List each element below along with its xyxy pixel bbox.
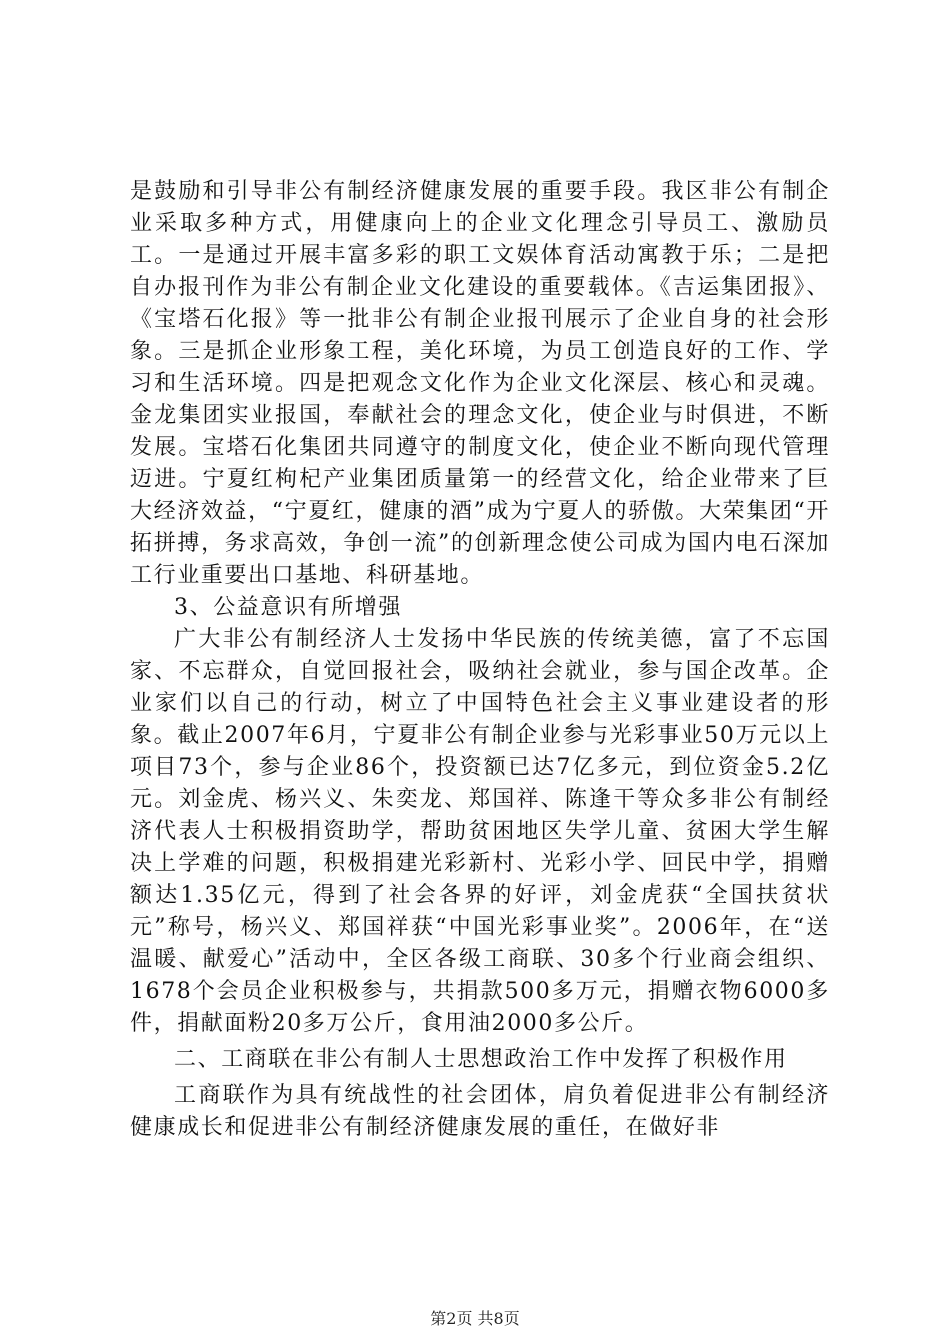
paragraph-public-welfare: 广大非公有制经济人士发扬中华民族的传统美德，富了不忘国家、不忘群众，自觉回报社会，吸纳社会就业，参与国企改革。企业家们以自己的行动，树立了中国特色社会主义事业建设者的形象。截止2007年6月，宁夏非公有制企业参与光彩事业50万元以上项目73个，参与企业86个，投资额已达7亿多元，到位资金5.2亿元。刘金虎、杨兴义、朱奕龙、郑国祥、陈逢干等众多非公有制经济代表人士积极捐资助学，帮助贫困地区失学儿童、贫困大学生解决上学难的问题，积极捐建光彩新村、光彩小学、回民中学，捐赠额达1.35亿元，得到了社会各界的好评，刘金虎获“全国扶贫状元”称号，杨兴义、郑国祥获“中国光彩事业奖”。2006年，在“送温暖、献爱心”活动中，全区各级工商联、30多个行业商会组织、1678个会员企业积极参与，共捐款500多万元，捐赠衣物6000多件，捐献面粉20多万公斤，食用油2000多公斤。 — [130, 627, 830, 1036]
section-heading-federation-role: 二、工商联在非公有制人士思想政治工作中发挥了积极作用 — [174, 1047, 788, 1072]
page-number-footer: 第2页 共8页 — [430, 1309, 520, 1328]
section-heading-public-welfare: 3、公益意识有所增强 — [174, 595, 402, 620]
paragraph-federation-role: 工商联作为具有统战性的社会团体，肩负着促进非公有制经济健康成长和促进非公有制经济健康发展的重任，在做好非 — [130, 1083, 830, 1140]
document-body — [130, 176, 830, 1144]
paragraph-corporate-culture: 是鼓励和引导非公有制经济健康发展的重要手段。我区非公有制企业采取多种方式，用健康向上的企业文化理念引导员工、激励员工。一是通过开展丰富多彩的职工文娱体育活动寓教于乐；二是把自办报刊作为非公有制企业文化建设的重要载体。《吉运集团报》、《宝塔石化报》等一批非公有制企业报刊展示了企业自身的社会形象。三是抓企业形象工程，美化环境，为员工创造良好的工作、学习和生活环境。四是把观念文化作为企业文化深层、核心和灵魂。金龙集团实业报国，奉献社会的理念文化，使企业与时俱进，不断发展。宝塔石化集团共同遵守的制度文化，使企业不断向现代管理迈进。宁夏红枸杞产业集团质量第一的经营文化，给企业带来了巨大经济效益，“宁夏红，健康的酒”成为宁夏人的骄傲。大荣集团“开拓拼搏，务求高效，争创一流”的创新理念使公司成为国内电石深加工行业重要出口基地、科研基地。 — [130, 179, 830, 588]
